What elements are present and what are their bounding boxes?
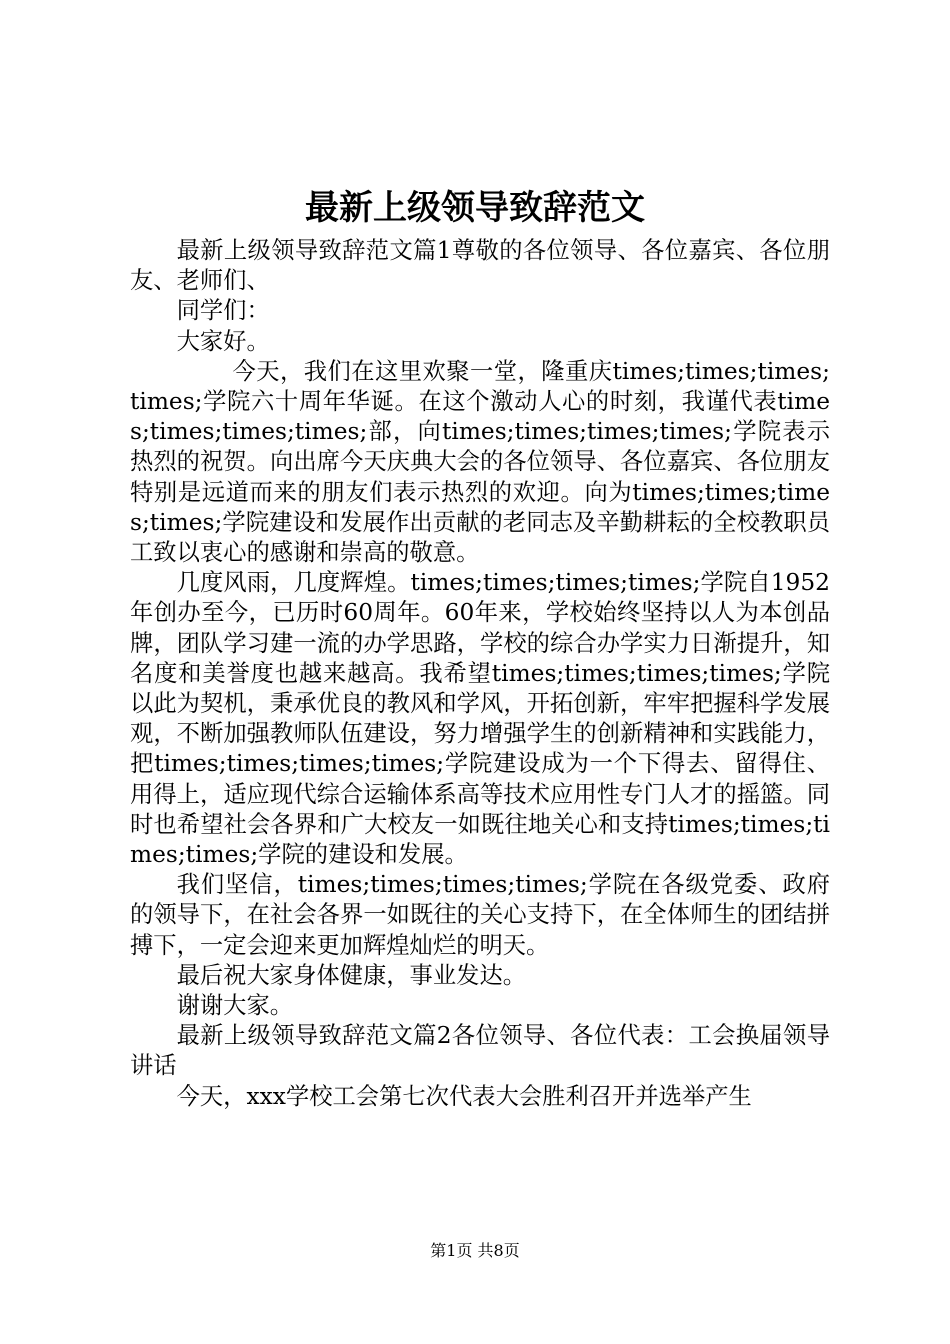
paragraph: 几度风雨，几度辉煌。times;times;times;times;学院自1952年创办至今，已历时60周年。60年来，学校始终坚持以人为本创品牌，团队学习建一流的办学思路，学校的综合办学实力日渐提升，知名度和美誉度也越来越高。我希望times;times;times;times;学院以此为契机，秉承优良的教风和学风，开拓创新，牢牢把握科学发展观，不断加强教师队伍建设，努力增强学生的创新精神和实践能力，把times;times;times;times;学院建设成为一个下得去、留得住、用得上，适应现代综合运输体系高等技术应用性专门人才的摇篮。同时也希望社会各界和广大校友一如既往地关心和支持times;times;times;times;学院的建设和发展。 — [130, 569, 830, 869]
paragraph: 同学们： — [176, 297, 270, 325]
paragraph: 最后祝大家身体健康，事业发达。 — [176, 961, 527, 989]
paragraph: 最新上级领导致辞范文篇2各位领导、各位代表：工会换届领导讲话 — [130, 1022, 830, 1080]
paragraph: 今天，xxx学校工会第七次代表大会胜利召开并选举产生 — [176, 1082, 752, 1110]
paragraph: 我们坚信，times;times;times;times;学院在各级党委、政府的领导下，在社会各界一如既往的关心支持下，在全体师生的团结拼搏下，一定会迎来更加辉煌灿烂的明天。 — [130, 871, 830, 959]
page-footer: 第1页 共8页 — [430, 1241, 520, 1260]
paragraph: 大家好。 — [176, 327, 270, 355]
paragraph: 最新上级领导致辞范文篇1尊敬的各位领导、各位嘉宾、各位朋友、老师们、 — [130, 237, 830, 295]
document-title: 最新上级领导致辞范文 — [305, 188, 645, 228]
document-body — [130, 236, 830, 1112]
paragraph: 谢谢大家。 — [176, 992, 294, 1020]
paragraph: 今天，我们在这里欢聚一堂，隆重庆times;times;times;times;学院六十周年华诞。在这个激动人心的时刻，我谨代表times;times;times;times;部，向times;times;times;times;学院表示热烈的祝贺。向出席今天庆典大会的各位领导、各位嘉宾、各位朋友特别是远道而来的朋友们表示热烈的欢迎。向为times;times;times;times;学院建设和发展作出贡献的老同志及辛勤耕耘的全校教职员工致以衷心的感谢和崇高的敬意。 — [130, 357, 830, 567]
